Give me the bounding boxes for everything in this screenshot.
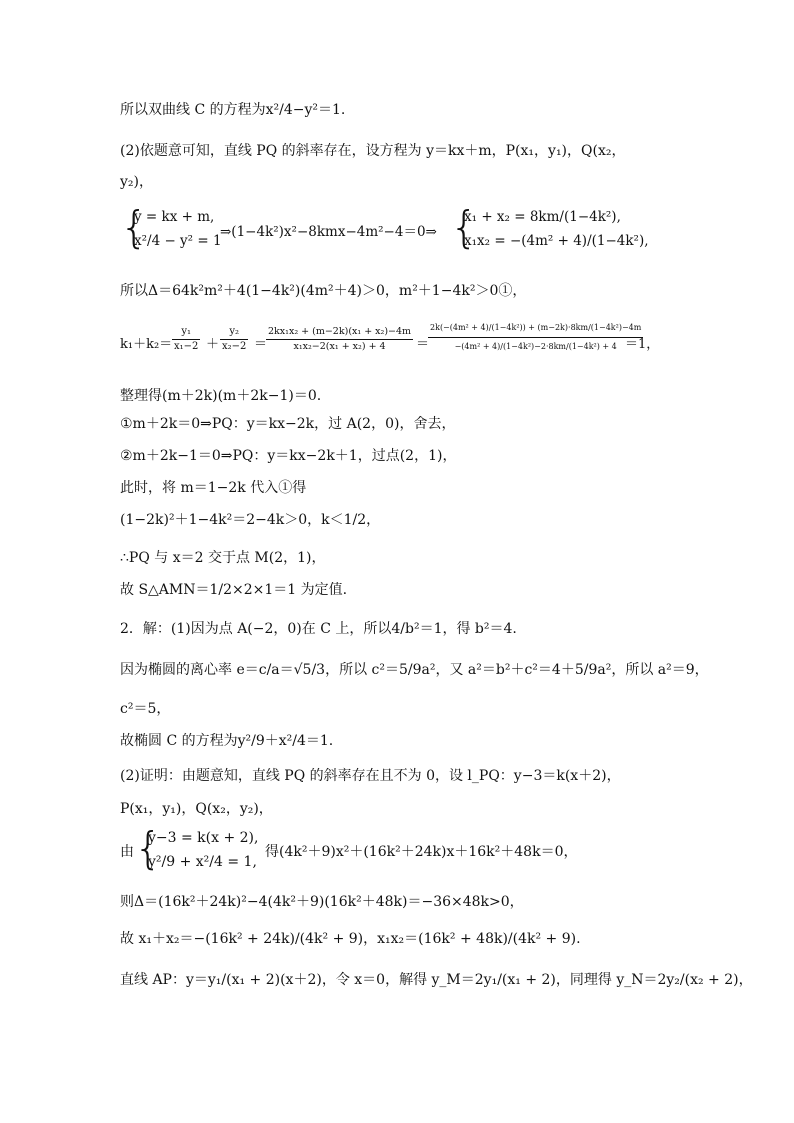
system-implication: ⇒(1−4k²)x²−8kmx−4m²−4＝0⇒	[220, 224, 437, 240]
fraction-num: y₂	[220, 325, 248, 340]
factored-equation: 整理得(m＋2k)(m＋2k−1)＝0.	[120, 388, 322, 404]
system-line-top: y = kx + m,	[134, 209, 215, 225]
system-line-bottom: y²/9 + x²/4 = 1,	[148, 854, 257, 870]
paragraph-part2-intro: (2)依题意可知，直线 PQ 的斜率存在，设方程为 y＝kx＋m，P(x₁，y₁)，Q(x₂，	[120, 143, 626, 159]
equation-system-2	[120, 823, 700, 875]
left-brace-icon: {	[134, 823, 162, 874]
fraction-den: x₂−2	[222, 341, 247, 352]
discriminant-condition: 所以Δ＝64k²m²＋4(1−4k²)(4m²＋4)＞0，m²＋1−4k²＞0①，	[120, 283, 527, 299]
fraction-den: x₁−2	[174, 341, 199, 352]
equals-sign: ＝	[416, 337, 430, 352]
left-brace-icon: {	[120, 202, 148, 253]
problem-2-part1: 2．解：(1)因为点 A(−2，0)在 C 上，所以4/b²＝1，得 b²＝4.	[120, 621, 517, 637]
plus-sign: ＋	[206, 337, 220, 352]
substitution-note: 此时，将 m＝1−2k 代入①得	[120, 480, 307, 496]
fraction-den: x₁x₂−2(x₁ + x₂) + 4	[293, 341, 386, 352]
system-line-top: y−3 = k(x + 2),	[148, 830, 259, 846]
case-two: ②m＋2k−1＝0⇒PQ：y＝kx−2k＋1，过点(2，1)，	[120, 448, 457, 464]
left-brace-icon: {	[450, 202, 478, 253]
fraction-den: −(4m² + 4)/(1−4k²)−2·8km/(1−4k²) + 4	[454, 342, 617, 351]
system-result-top: x₁ + x₂ = 8km/(1−4k²),	[464, 209, 621, 225]
line-ap-equation: 直线 AP：y＝y₁/(x₁ + 2)(x＋2)，令 x＝0，解得 y_M＝2y₁/(x₁ + 2)，同理得 y_N＝2y₂/(x₂ + 2)，	[120, 972, 753, 988]
system-prefix: 由	[120, 844, 134, 860]
system-line-bottom: x²/4 − y² = 1	[134, 233, 222, 249]
fraction-y2	[220, 325, 248, 354]
discriminant-2: 则Δ＝(16k²＋24k)²−4(4k²＋9)(16k²＋48k)＝−36×48k>0，	[120, 894, 524, 910]
fraction-expanded	[266, 325, 413, 354]
system-result-bottom: x₁x₂ = −(4m² + 4)/(1−4k²),	[464, 233, 649, 249]
k-range: (1−2k)²＋1−4k²＝2−4k＞0，k＜1/2，	[120, 512, 381, 528]
ellipse-equation: 故椭圆 C 的方程为y²/9＋x²/4＝1.	[120, 733, 334, 749]
area-conclusion: 故 S△AMN＝1/2×2×1＝1 为定值.	[120, 582, 348, 598]
paragraph-part2-intro-cont: y₂)，	[120, 174, 153, 190]
k-sum-prefix: k₁＋k₂＝	[120, 337, 173, 352]
eccentricity-line: 因为椭圆的离心率 e＝c/a＝√5/3，所以 c²＝5/9a²，又 a²＝b²＋c²＝4＋5/9a²，所以 a²＝9，	[120, 662, 709, 678]
case-one: ①m＋2k＝0⇒PQ：y＝kx−2k，过 A(2，0)，舍去，	[120, 416, 456, 432]
quadratic-result: 得(4k²＋9)x²＋(16k²＋24k)x＋16k²＋48k＝0，	[265, 844, 578, 860]
fraction-num: y₁	[172, 325, 200, 340]
fraction-y1	[172, 325, 200, 354]
intersection-point: ∴PQ 与 x＝2 交于点 M(2，1)，	[120, 550, 326, 566]
vieta-relations: 故 x₁＋x₂＝−(16k² + 24k)/(4k² + 9)，x₁x₂＝(16k² + 48k)/(4k² + 9).	[120, 931, 581, 947]
fraction-substituted	[428, 319, 643, 356]
points-pq: P(x₁，y₁)，Q(x₂，y₂)，	[120, 801, 273, 817]
fraction-num: 2kx₁x₂ + (m−2k)(x₁ + x₂)−4m	[266, 325, 413, 340]
equation-system-1	[120, 200, 700, 262]
slope-sum-equation	[120, 313, 700, 371]
equals-sign: ＝	[254, 337, 268, 352]
fraction-num: 2k(−(4m² + 4)/(1−4k²)) + (m−2k)·8km/(1−4k²)−4m	[428, 319, 643, 338]
result-one: ＝1，	[625, 337, 660, 352]
problem-2-part2: (2)证明：由题意知，直线 PQ 的斜率存在且不为 0，设 l_PQ：y−3＝k(x＋2)，	[120, 768, 621, 784]
c-squared-value: c²＝5，	[120, 701, 171, 717]
equation-hyperbola: 所以双曲线 C 的方程为x²/4−y²＝1.	[120, 102, 346, 118]
